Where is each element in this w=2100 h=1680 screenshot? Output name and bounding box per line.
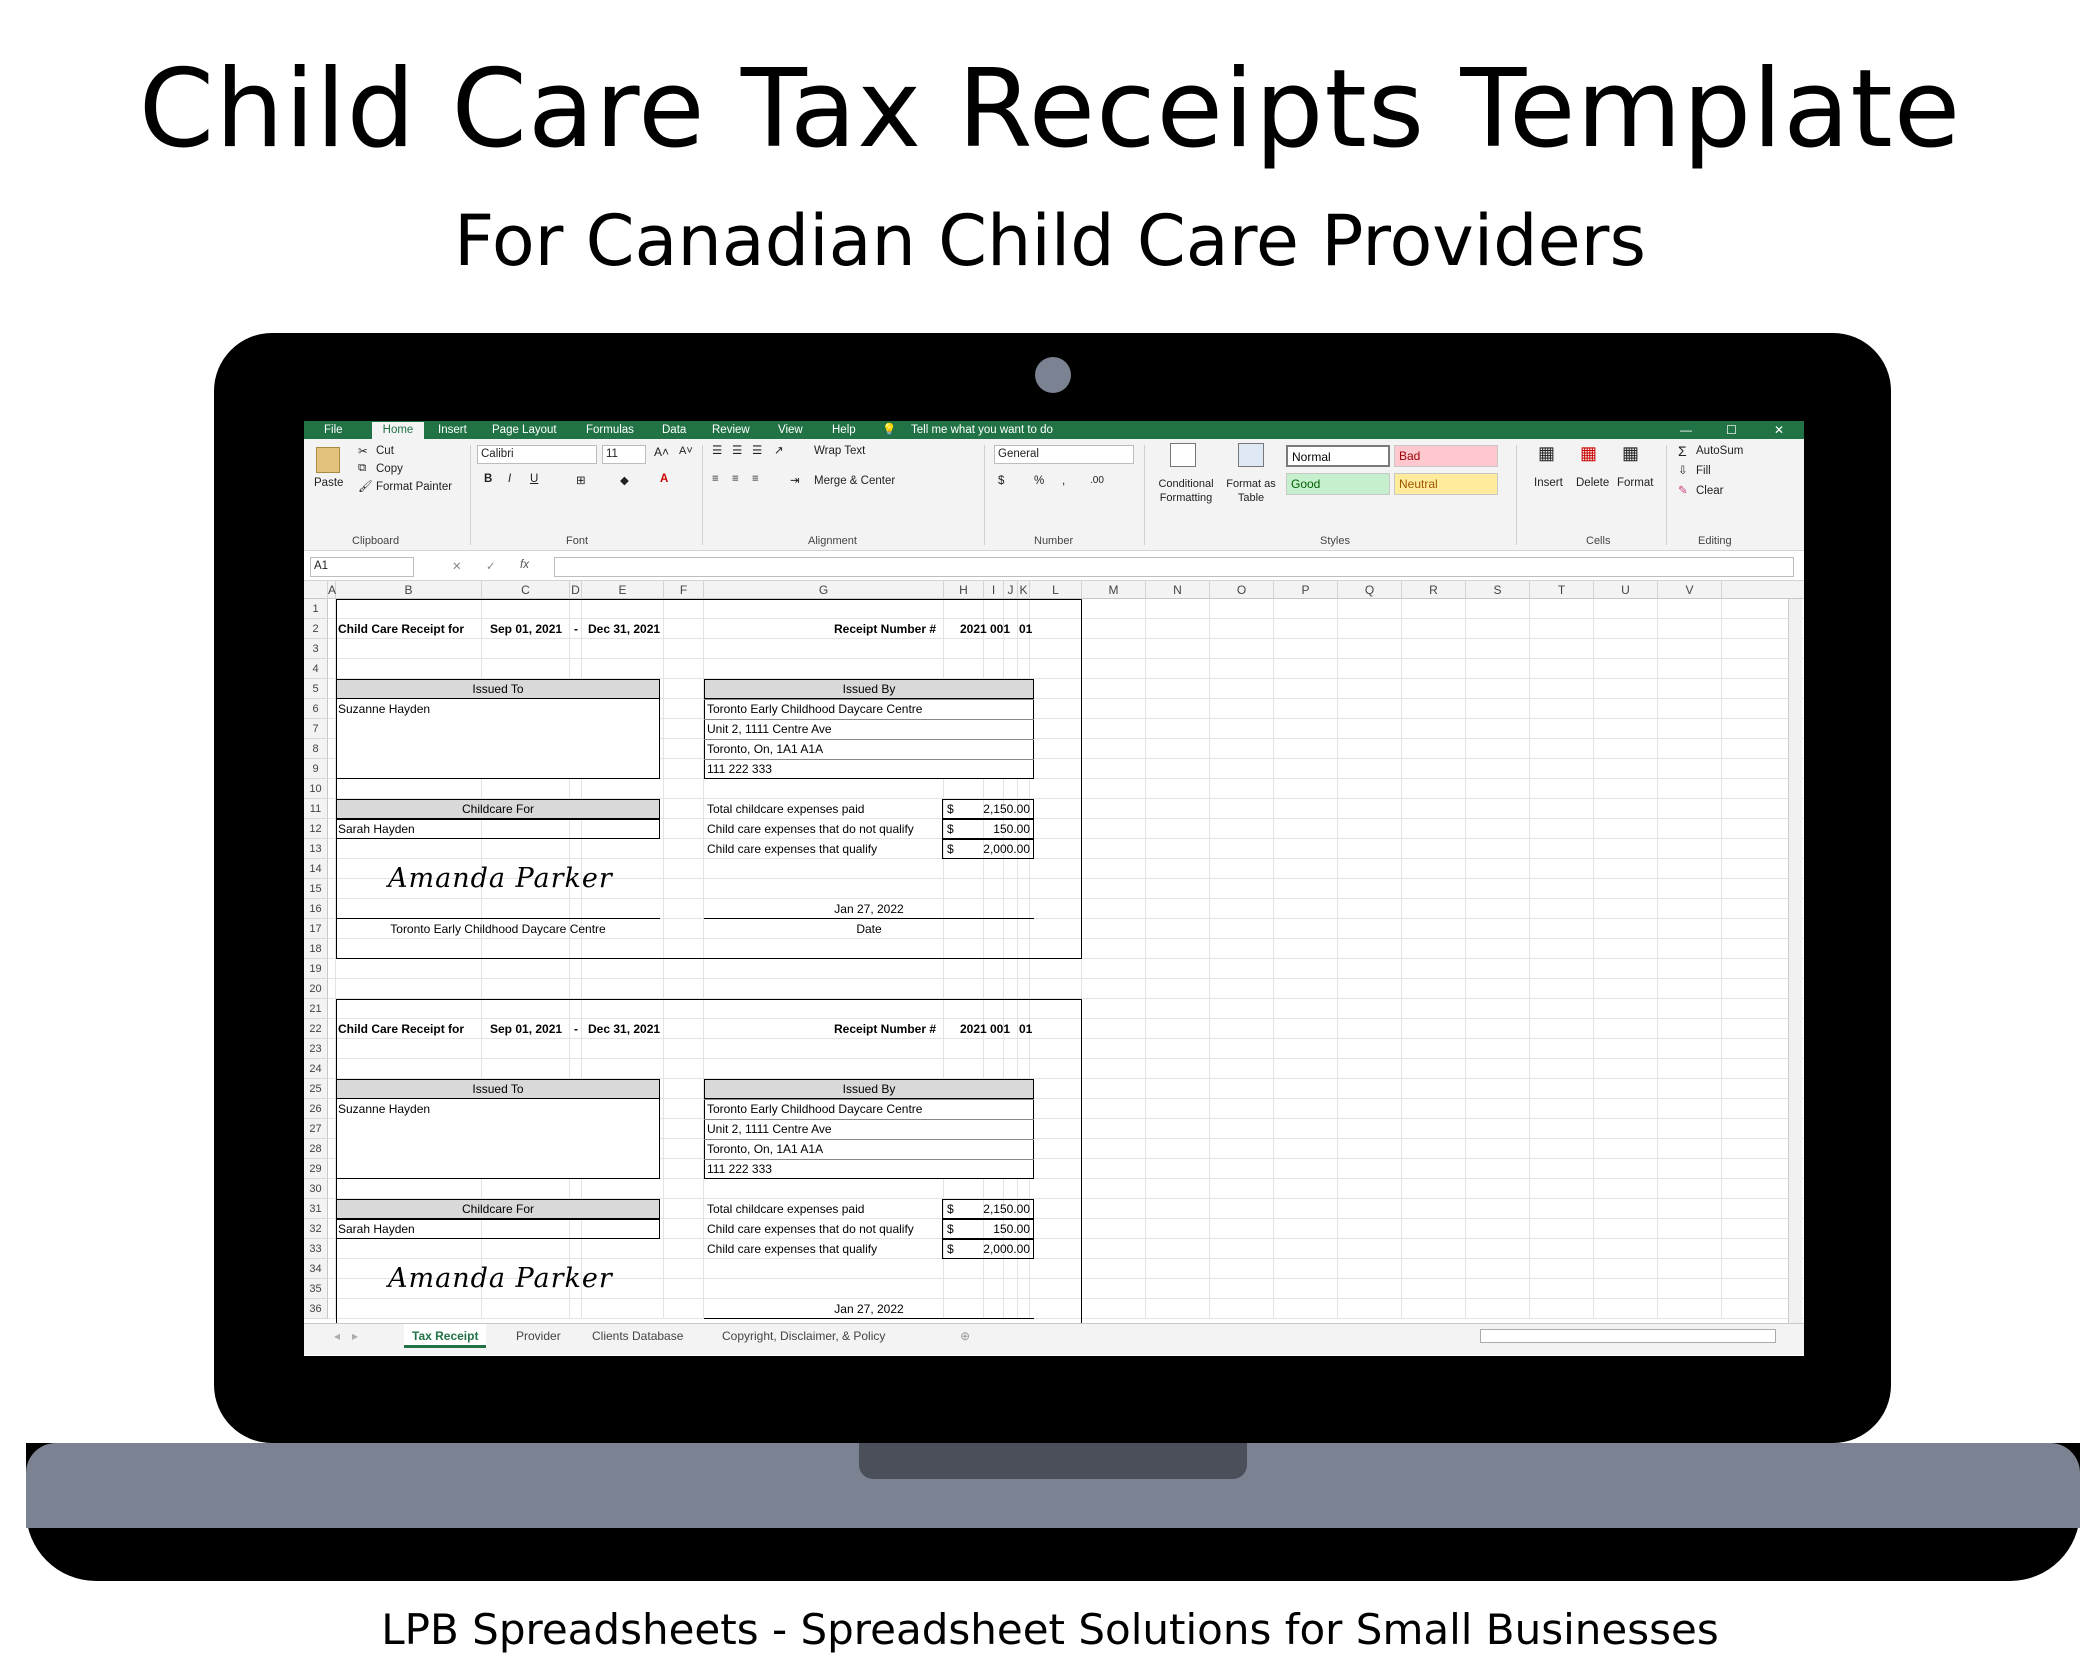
client-name: Suzanne Hayden — [338, 1102, 431, 1116]
maximize-icon[interactable]: ☐ — [1726, 423, 1737, 437]
column-header-f[interactable]: F — [664, 581, 704, 599]
enter-icon: ✓ — [486, 561, 496, 573]
expense-amount: 2,150.00 — [983, 1202, 1030, 1216]
style-normal[interactable]: Normal — [1286, 445, 1390, 467]
worksheet-grid[interactable] — [304, 599, 1804, 1351]
percent-icon[interactable]: % — [1034, 475, 1045, 487]
group-label-editing: Editing — [1698, 535, 1732, 547]
column-header-g[interactable]: G — [704, 581, 944, 599]
format-table-icon — [1238, 443, 1264, 467]
gridline — [1721, 599, 1722, 1319]
ribbon-separator — [984, 445, 985, 545]
tab-file[interactable]: File — [324, 424, 343, 436]
clear-button[interactable]: Clear — [1696, 485, 1724, 497]
laptop-hinge-notch — [859, 1443, 1247, 1479]
horizontal-scrollbar[interactable] — [1480, 1329, 1776, 1343]
expense-label: Child care expenses that qualify — [707, 1242, 878, 1256]
currency-icon[interactable]: $ — [998, 475, 1005, 487]
row-header[interactable]: 16 — [304, 899, 328, 919]
gridline — [1209, 599, 1210, 1319]
expense-amount: 150.00 — [993, 822, 1030, 836]
receipt-seq: 001 — [990, 1022, 1011, 1036]
period-dash: - — [574, 1022, 578, 1036]
row-header[interactable]: 25 — [304, 1079, 328, 1099]
column-header-a[interactable]: A — [328, 583, 337, 597]
issued-by-header: Issued By — [704, 1079, 1034, 1099]
expense-label: Total childcare expenses paid — [707, 802, 865, 816]
column-header-e[interactable]: E — [582, 581, 664, 599]
cancel-icon: ✕ — [452, 561, 462, 573]
provider-line: 111 222 333 — [707, 762, 772, 776]
row-header[interactable]: 3 — [304, 639, 328, 659]
row-header[interactable]: 35 — [304, 1279, 328, 1299]
childcare-for-header: Childcare For — [336, 1199, 660, 1219]
provider-line: Toronto Early Childhood Daycare Centre — [707, 1102, 923, 1116]
expense-currency: $ — [947, 822, 954, 836]
column-header-k[interactable]: K — [1018, 581, 1030, 599]
issued-to-header: Issued To — [336, 679, 660, 699]
minimize-icon[interactable]: — — [1680, 423, 1692, 437]
gridline — [1337, 599, 1338, 1319]
expense-amount: 2,150.00 — [983, 802, 1030, 816]
row-header[interactable]: 21 — [304, 999, 328, 1019]
issued-by-header: Issued By — [704, 679, 1034, 699]
column-header-o[interactable]: O — [1210, 581, 1274, 599]
column-header-c[interactable]: C — [482, 581, 570, 599]
period-dash: - — [574, 622, 578, 636]
ribbon-separator — [470, 445, 471, 545]
gridline — [1529, 599, 1530, 1319]
provider-line: Unit 2, 1111 Centre Ave — [707, 722, 832, 736]
date-label: Date — [856, 922, 882, 936]
comma-icon[interactable]: , — [1062, 475, 1066, 487]
receipt-suffix: 01 — [1019, 622, 1033, 636]
expense-label: Child care expenses that do not qualify — [707, 1222, 914, 1236]
row-header[interactable]: 27 — [304, 1119, 328, 1139]
row-header[interactable]: 10 — [304, 779, 328, 799]
expense-currency: $ — [947, 1222, 954, 1236]
add-sheet-icon[interactable]: ⊕ — [960, 1329, 971, 1343]
row-header[interactable]: 17 — [304, 919, 328, 939]
tab-page-layout[interactable]: Page Layout — [492, 424, 557, 436]
row-header[interactable]: 28 — [304, 1139, 328, 1159]
fill-icon: ⇩ — [1678, 465, 1688, 477]
increase-decimal-icon[interactable]: .00 — [1090, 475, 1104, 486]
group-label-alignment: Alignment — [808, 535, 857, 547]
gridline — [1145, 599, 1146, 1319]
format-painter-button[interactable]: Format Painter — [376, 481, 453, 493]
column-header-j[interactable]: J — [1004, 581, 1018, 599]
fill-button[interactable]: Fill — [1696, 465, 1711, 477]
close-icon[interactable]: ✕ — [1774, 423, 1785, 437]
ribbon-separator — [702, 445, 703, 545]
expense-label: Child care expenses that qualify — [707, 842, 878, 856]
bold-icon[interactable]: B — [484, 473, 493, 485]
row-header[interactable]: 11 — [304, 799, 328, 819]
function-icon[interactable]: fx — [520, 559, 529, 571]
receipt-year: 2021 — [960, 1022, 987, 1036]
row-header[interactable]: 32 — [304, 1219, 328, 1239]
period-end: Dec 31, 2021 — [588, 622, 661, 636]
receipt-seq: 001 — [990, 622, 1011, 636]
row-header[interactable]: 1 — [304, 599, 328, 619]
provider-line: Unit 2, 1111 Centre Ave — [707, 1122, 832, 1136]
row-header[interactable]: 5 — [304, 679, 328, 699]
group-label-styles: Styles — [1320, 535, 1350, 547]
borders-icon[interactable]: ⊞ — [576, 475, 586, 487]
group-label-clipboard: Clipboard — [352, 535, 400, 547]
child-name: Sarah Hayden — [338, 1222, 415, 1236]
receipt-year: 2021 — [960, 622, 987, 636]
format-painter-icon: 🖌 — [358, 481, 373, 493]
row-header[interactable]: 2 — [304, 619, 328, 639]
align-right-icon[interactable]: ≡ — [752, 473, 759, 485]
group-label-cells: Cells — [1586, 535, 1611, 547]
sheet-tabs — [304, 1323, 1804, 1355]
column-header-d[interactable]: D — [570, 581, 582, 599]
issued-to-header: Issued To — [336, 1079, 660, 1099]
row-header[interactable]: 36 — [304, 1299, 328, 1319]
row-header[interactable]: 31 — [304, 1199, 328, 1219]
signer-organization: Toronto Early Childhood Daycare Centre — [390, 922, 606, 936]
column-header-r[interactable]: R — [1402, 581, 1466, 599]
client-name: Suzanne Hayden — [338, 702, 431, 716]
tab-formulas[interactable]: Formulas — [586, 424, 634, 436]
column-header-h[interactable]: H — [944, 581, 984, 599]
expense-currency: $ — [947, 802, 954, 816]
column-header-p[interactable]: P — [1274, 581, 1338, 599]
style-bad[interactable]: Bad — [1394, 445, 1498, 467]
row-header[interactable]: 18 — [304, 939, 328, 959]
tab-insert[interactable]: Insert — [438, 424, 467, 436]
tab-view[interactable]: View — [778, 424, 803, 436]
cut-icon: ✂ — [358, 446, 368, 458]
receipt-suffix: 01 — [1019, 1022, 1033, 1036]
row-header[interactable]: 23 — [304, 1039, 328, 1059]
tab-data[interactable]: Data — [662, 424, 687, 436]
font-family-select[interactable]: Calibri — [477, 445, 597, 464]
group-label-number: Number — [1034, 535, 1074, 547]
expense-amount: 2,000.00 — [983, 1242, 1030, 1256]
expense-currency: $ — [947, 1202, 954, 1216]
merge-center-button[interactable]: Merge & Center — [814, 475, 896, 487]
gridline — [1465, 599, 1466, 1319]
sheet-tab-copyright[interactable]: Copyright, Disclaimer, & Policy — [722, 1329, 886, 1343]
signature: Amanda Parker — [388, 863, 613, 894]
paste-icon[interactable] — [316, 447, 340, 473]
font-size-select[interactable]: 11 — [602, 445, 646, 464]
sheet-tab-tax-receipt[interactable]: Tax Receipt — [404, 1324, 486, 1348]
sheet-tab-provider[interactable]: Provider — [516, 1329, 561, 1343]
receipt-number-label: Receipt Number # — [834, 622, 937, 636]
receipt-date: Jan 27, 2022 — [834, 902, 904, 916]
ribbon-separator — [1144, 445, 1145, 545]
align-center-icon[interactable]: ≡ — [732, 473, 739, 485]
provider-line: Toronto Early Childhood Daycare Centre — [707, 702, 923, 716]
gridline — [1593, 599, 1594, 1319]
column-headers — [304, 581, 1804, 599]
gridline — [328, 978, 1804, 979]
receipt-title: Child Care Receipt for — [338, 1022, 465, 1036]
row-header[interactable]: 8 — [304, 739, 328, 759]
select-all-corner[interactable] — [304, 581, 328, 599]
insert-cells-button[interactable]: Insert — [1534, 477, 1563, 489]
tab-help[interactable]: Help — [832, 424, 856, 436]
paste-button[interactable]: Paste — [314, 477, 344, 489]
indent-icon[interactable]: ⇥ — [790, 475, 800, 487]
receipt-number-label: Receipt Number # — [834, 1022, 937, 1036]
period-start: Sep 01, 2021 — [490, 1022, 563, 1036]
row-header[interactable]: 24 — [304, 1059, 328, 1079]
conditional-formatting-button[interactable]: Conditional Formatting — [1158, 478, 1214, 504]
fill-color-icon[interactable]: ◆ — [620, 475, 629, 487]
style-good[interactable]: Good — [1286, 473, 1390, 495]
row-header[interactable]: 9 — [304, 759, 328, 779]
format-as-table-button[interactable]: Format as Table — [1226, 478, 1276, 504]
italic-icon[interactable]: I — [508, 473, 512, 485]
menu-bar — [304, 421, 1804, 439]
copy-button[interactable]: Copy — [376, 463, 403, 475]
copy-icon: ⧉ — [358, 462, 367, 474]
underline-icon[interactable]: U — [530, 473, 539, 485]
row-header[interactable]: 26 — [304, 1099, 328, 1119]
date-line — [704, 1318, 1034, 1319]
footer-tagline: LPB Spreadsheets - Spreadsheet Solutions for Small Businesses — [381, 1605, 1719, 1654]
style-neutral[interactable]: Neutral — [1394, 473, 1498, 495]
row-header[interactable]: 15 — [304, 879, 328, 899]
orientation-icon[interactable]: ↗ — [774, 445, 784, 457]
insert-cells-icon: ▦ — [1538, 443, 1556, 463]
period-end: Dec 31, 2021 — [588, 1022, 661, 1036]
column-header-t[interactable]: T — [1530, 581, 1594, 599]
formula-bar — [304, 551, 1804, 581]
tell-me-search[interactable]: Tell me what you want to do — [911, 424, 1053, 436]
row-header[interactable]: 34 — [304, 1259, 328, 1279]
row-header[interactable]: 7 — [304, 719, 328, 739]
font-color-icon[interactable]: A — [660, 473, 669, 485]
format-cells-button[interactable]: Format — [1617, 477, 1654, 489]
scroll-left-icon[interactable]: ◂ — [334, 1329, 341, 1343]
ribbon — [304, 439, 1804, 551]
signature: Amanda Parker — [388, 1263, 613, 1294]
ribbon-separator — [1666, 445, 1667, 545]
gridline — [1401, 599, 1402, 1319]
expense-label: Child care expenses that do not qualify — [707, 822, 914, 836]
row-header[interactable]: 19 — [304, 959, 328, 979]
row-header[interactable]: 12 — [304, 819, 328, 839]
row-header[interactable]: 6 — [304, 699, 328, 719]
row-header[interactable]: 22 — [304, 1019, 328, 1039]
grow-font-icon[interactable]: A˄ — [654, 445, 670, 459]
column-header-i[interactable]: I — [984, 581, 1004, 599]
expense-amount: 2,000.00 — [983, 842, 1030, 856]
row-header[interactable]: 13 — [304, 839, 328, 859]
column-header-l[interactable]: L — [1030, 581, 1082, 599]
group-label-font: Font — [566, 535, 589, 547]
conditional-formatting-icon — [1170, 443, 1196, 467]
row-header[interactable]: 20 — [304, 979, 328, 999]
gridline — [1657, 599, 1658, 1319]
autosum-button[interactable]: AutoSum — [1696, 445, 1744, 457]
row-header[interactable]: 14 — [304, 859, 328, 879]
expense-label: Total childcare expenses paid — [707, 1202, 865, 1216]
excel-window — [304, 421, 1804, 1356]
tab-review[interactable]: Review — [712, 424, 750, 436]
shrink-font-icon[interactable]: A˅ — [679, 445, 693, 457]
formula-input[interactable] — [554, 557, 1794, 577]
provider-line: Toronto, On, 1A1 A1A — [707, 1142, 824, 1156]
column-header-b[interactable]: B — [336, 581, 482, 599]
column-header-q[interactable]: Q — [1338, 581, 1402, 599]
expense-currency: $ — [947, 1242, 954, 1256]
sheet-tab-clients-database[interactable]: Clients Database — [592, 1329, 684, 1343]
period-start: Sep 01, 2021 — [490, 622, 563, 636]
delete-cells-icon: ▦ — [1580, 443, 1598, 463]
webcam-icon — [1035, 357, 1071, 393]
row-header[interactable]: 33 — [304, 1239, 328, 1259]
provider-line: 111 222 333 — [707, 1162, 772, 1176]
page-subtitle: For Canadian Child Care Providers — [454, 200, 1646, 282]
expense-currency: $ — [947, 842, 954, 856]
gridline — [1273, 599, 1274, 1319]
column-header-u[interactable]: U — [1594, 581, 1658, 599]
delete-cells-button[interactable]: Delete — [1576, 477, 1610, 489]
align-left-icon[interactable]: ≡ — [712, 473, 719, 485]
row-header[interactable]: 30 — [304, 1179, 328, 1199]
lightbulb-icon: 💡 — [882, 424, 897, 436]
eraser-icon: ✎ — [1678, 485, 1688, 497]
cut-button[interactable]: Cut — [376, 445, 394, 457]
column-header-m[interactable]: M — [1082, 581, 1146, 599]
tab-home[interactable]: Home — [372, 422, 424, 439]
name-box[interactable]: A1 — [310, 557, 414, 577]
row-header[interactable]: 4 — [304, 659, 328, 679]
align-middle-icon[interactable]: ☰ — [732, 445, 743, 457]
receipt-title: Child Care Receipt for — [338, 622, 465, 636]
ribbon-separator — [1516, 445, 1517, 545]
column-header-v[interactable]: V — [1658, 581, 1722, 599]
align-bottom-icon[interactable]: ☰ — [752, 445, 763, 457]
number-format-select[interactable]: General — [994, 445, 1134, 464]
vertical-scrollbar[interactable] — [1788, 599, 1802, 1329]
childcare-for-header: Childcare For — [336, 799, 660, 819]
child-name: Sarah Hayden — [338, 822, 415, 836]
column-header-n[interactable]: N — [1146, 581, 1210, 599]
format-cells-icon: ▦ — [1622, 443, 1640, 463]
expense-amount: 150.00 — [993, 1222, 1030, 1236]
scroll-right-icon[interactable]: ▸ — [352, 1329, 359, 1343]
column-header-s[interactable]: S — [1466, 581, 1530, 599]
provider-line: Toronto, On, 1A1 A1A — [707, 742, 824, 756]
align-top-icon[interactable]: ☰ — [712, 445, 723, 457]
wrap-text-button[interactable]: Wrap Text — [814, 445, 866, 457]
row-header[interactable]: 29 — [304, 1159, 328, 1179]
receipt-date: Jan 27, 2022 — [834, 1302, 904, 1316]
autosum-icon: Σ — [1678, 443, 1687, 459]
page-title: Child Care Tax Receipts Template — [138, 47, 1962, 172]
